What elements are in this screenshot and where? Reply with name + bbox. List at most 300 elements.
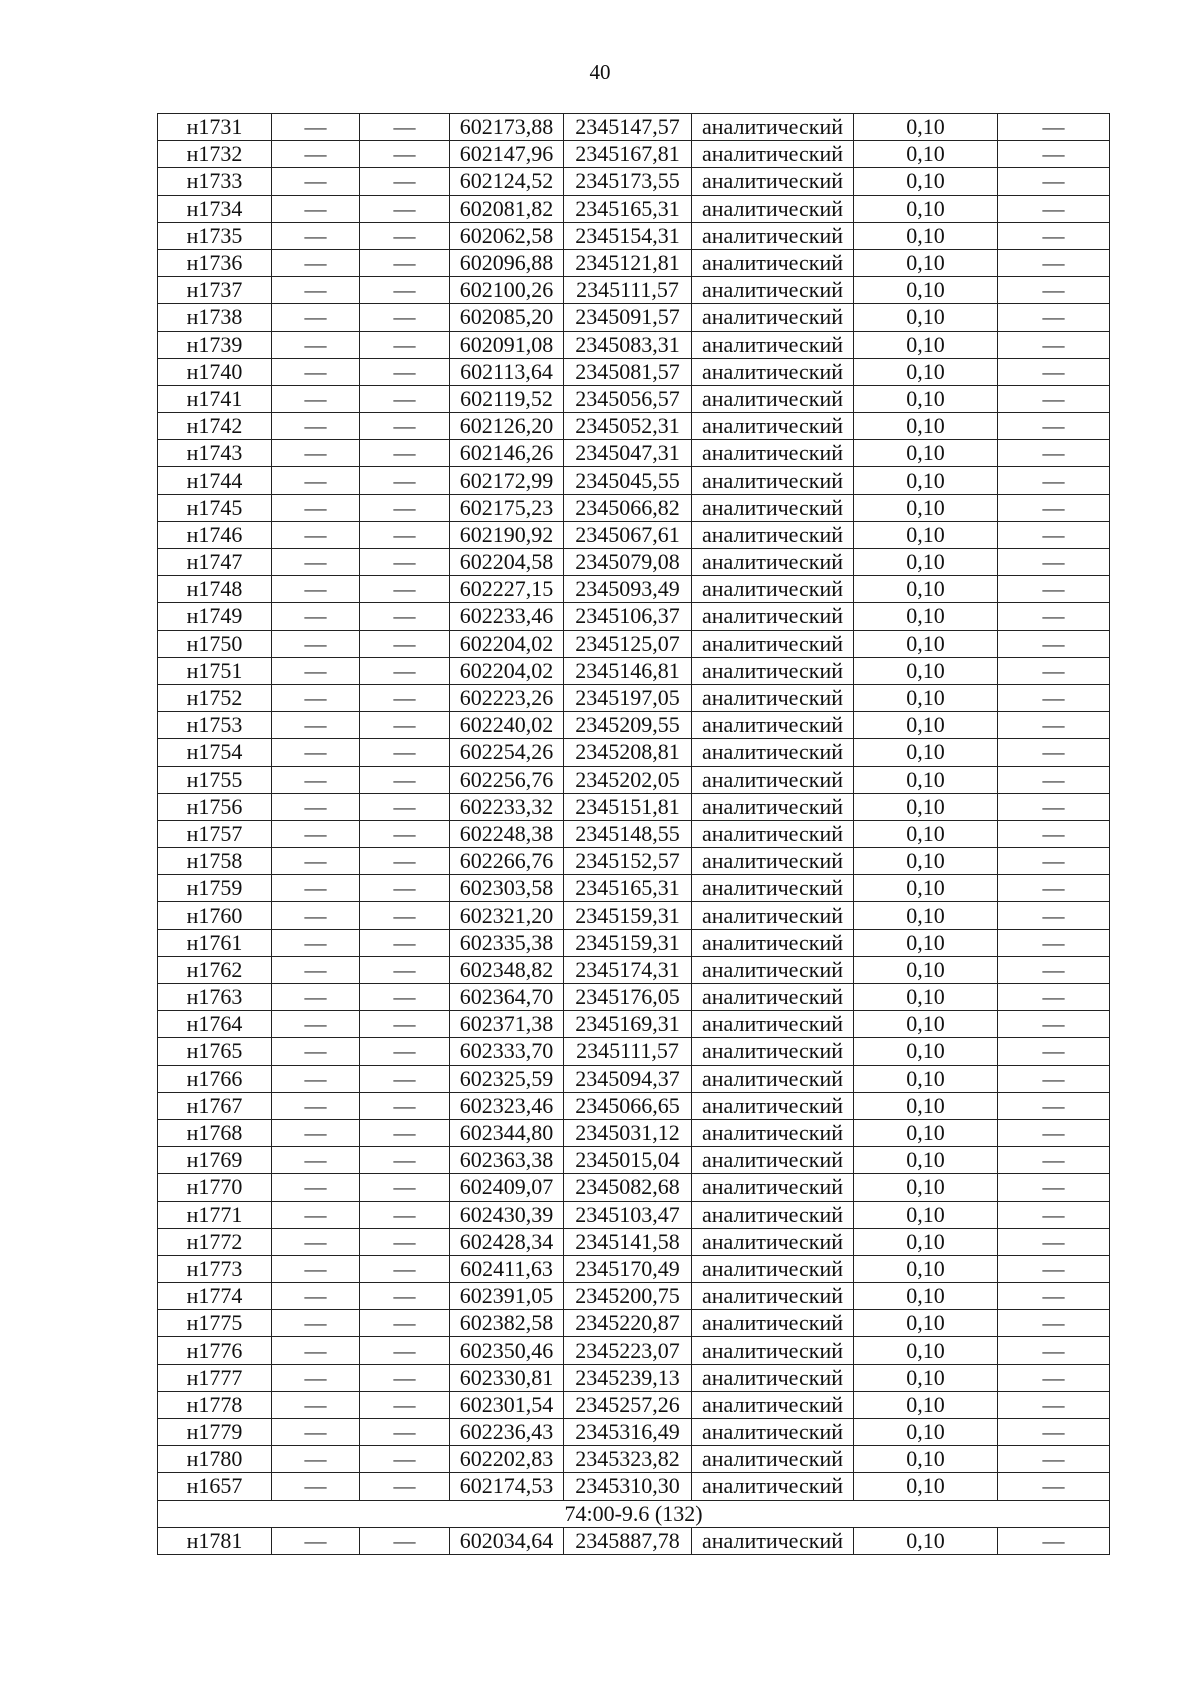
x-coordinate-cell: 602256,76 xyxy=(450,766,564,793)
x-coordinate-cell: 602430,39 xyxy=(450,1201,564,1228)
table-row xyxy=(158,1174,1110,1201)
dash-cell: — xyxy=(998,195,1110,222)
dash-cell: — xyxy=(998,494,1110,521)
dash-cell: — xyxy=(360,440,450,467)
dash-cell: — xyxy=(360,793,450,820)
dash-cell: — xyxy=(272,902,360,929)
y-coordinate-cell: 2345045,55 xyxy=(564,467,692,494)
method-cell: аналитический xyxy=(692,956,854,983)
method-cell: аналитический xyxy=(692,929,854,956)
y-coordinate-cell: 2345208,81 xyxy=(564,739,692,766)
method-cell: аналитический xyxy=(692,902,854,929)
dash-cell: — xyxy=(998,1473,1110,1500)
x-coordinate-cell: 602363,38 xyxy=(450,1147,564,1174)
table-row xyxy=(158,1065,1110,1092)
dash-cell: — xyxy=(360,1337,450,1364)
point-id-cell: н1762 xyxy=(158,956,272,983)
dash-cell: — xyxy=(360,956,450,983)
table-row xyxy=(158,902,1110,929)
y-coordinate-cell: 2345159,31 xyxy=(564,902,692,929)
point-id-cell: н1766 xyxy=(158,1065,272,1092)
accuracy-cell: 0,10 xyxy=(854,1119,998,1146)
point-id-cell: н1742 xyxy=(158,413,272,440)
table-row xyxy=(158,657,1110,684)
method-cell: аналитический xyxy=(692,1174,854,1201)
method-cell: аналитический xyxy=(692,549,854,576)
accuracy-cell: 0,10 xyxy=(854,684,998,711)
dash-cell: — xyxy=(360,1473,450,1500)
accuracy-cell: 0,10 xyxy=(854,1310,998,1337)
dash-cell: — xyxy=(998,413,1110,440)
method-cell: аналитический xyxy=(692,1283,854,1310)
table-row xyxy=(158,168,1110,195)
accuracy-cell: 0,10 xyxy=(854,277,998,304)
accuracy-cell: 0,10 xyxy=(854,766,998,793)
x-coordinate-cell: 602240,02 xyxy=(450,712,564,739)
method-cell: аналитический xyxy=(692,195,854,222)
dash-cell: — xyxy=(998,1119,1110,1146)
dash-cell: — xyxy=(998,712,1110,739)
accuracy-cell: 0,10 xyxy=(854,1201,998,1228)
dash-cell: — xyxy=(360,141,450,168)
table-row xyxy=(158,848,1110,875)
table-row xyxy=(158,141,1110,168)
y-coordinate-cell: 2345151,81 xyxy=(564,793,692,820)
method-cell: аналитический xyxy=(692,576,854,603)
dash-cell: — xyxy=(272,168,360,195)
accuracy-cell: 0,10 xyxy=(854,440,998,467)
dash-cell: — xyxy=(998,739,1110,766)
y-coordinate-cell: 2345094,37 xyxy=(564,1065,692,1092)
x-coordinate-cell: 602204,02 xyxy=(450,630,564,657)
point-id-cell: н1770 xyxy=(158,1174,272,1201)
point-id-cell: н1771 xyxy=(158,1201,272,1228)
method-cell: аналитический xyxy=(692,440,854,467)
point-id-cell: н1781 xyxy=(158,1527,272,1554)
table-row xyxy=(158,1038,1110,1065)
x-coordinate-cell: 602113,64 xyxy=(450,358,564,385)
table-row xyxy=(158,1011,1110,1038)
method-cell: аналитический xyxy=(692,1255,854,1282)
dash-cell: — xyxy=(998,168,1110,195)
point-id-cell: н1779 xyxy=(158,1419,272,1446)
dash-cell: — xyxy=(360,657,450,684)
point-id-cell: н1746 xyxy=(158,521,272,548)
point-id-cell: н1769 xyxy=(158,1147,272,1174)
point-id-cell: н1772 xyxy=(158,1228,272,1255)
x-coordinate-cell: 602254,26 xyxy=(450,739,564,766)
dash-cell: — xyxy=(360,603,450,630)
y-coordinate-cell: 2345056,57 xyxy=(564,385,692,412)
method-cell: аналитический xyxy=(692,1011,854,1038)
dash-cell: — xyxy=(272,141,360,168)
point-id-cell: н1734 xyxy=(158,195,272,222)
table-row xyxy=(158,331,1110,358)
dash-cell: — xyxy=(272,1174,360,1201)
method-cell: аналитический xyxy=(692,875,854,902)
table-row xyxy=(158,1283,1110,1310)
x-coordinate-cell: 602364,70 xyxy=(450,984,564,1011)
point-id-cell: н1759 xyxy=(158,875,272,902)
dash-cell: — xyxy=(272,1391,360,1418)
dash-cell: — xyxy=(360,494,450,521)
accuracy-cell: 0,10 xyxy=(854,1527,998,1554)
table-row xyxy=(158,195,1110,222)
dash-cell: — xyxy=(272,277,360,304)
dash-cell: — xyxy=(360,820,450,847)
accuracy-cell: 0,10 xyxy=(854,413,998,440)
y-coordinate-cell: 2345111,57 xyxy=(564,1038,692,1065)
x-coordinate-cell: 602124,52 xyxy=(450,168,564,195)
dash-cell: — xyxy=(272,1337,360,1364)
y-coordinate-cell: 2345152,57 xyxy=(564,848,692,875)
x-coordinate-cell: 602236,43 xyxy=(450,1419,564,1446)
dash-cell: — xyxy=(998,521,1110,548)
accuracy-cell: 0,10 xyxy=(854,521,998,548)
point-id-cell: н1774 xyxy=(158,1283,272,1310)
point-id-cell: н1757 xyxy=(158,820,272,847)
dash-cell: — xyxy=(360,385,450,412)
dash-cell: — xyxy=(360,249,450,276)
dash-cell: — xyxy=(272,739,360,766)
dash-cell: — xyxy=(998,467,1110,494)
x-coordinate-cell: 602126,20 xyxy=(450,413,564,440)
dash-cell: — xyxy=(272,1119,360,1146)
dash-cell: — xyxy=(998,1092,1110,1119)
dash-cell: — xyxy=(272,1419,360,1446)
x-coordinate-cell: 602325,59 xyxy=(450,1065,564,1092)
dash-cell: — xyxy=(360,712,450,739)
y-coordinate-cell: 2345103,47 xyxy=(564,1201,692,1228)
table-row xyxy=(158,222,1110,249)
point-id-cell: н1749 xyxy=(158,603,272,630)
method-cell: аналитический xyxy=(692,848,854,875)
method-cell: аналитический xyxy=(692,1310,854,1337)
y-coordinate-cell: 2345015,04 xyxy=(564,1147,692,1174)
dash-cell: — xyxy=(998,1201,1110,1228)
x-coordinate-cell: 602096,88 xyxy=(450,249,564,276)
dash-cell: — xyxy=(998,929,1110,956)
dash-cell: — xyxy=(272,630,360,657)
accuracy-cell: 0,10 xyxy=(854,385,998,412)
table-row xyxy=(158,875,1110,902)
y-coordinate-cell: 2345067,61 xyxy=(564,521,692,548)
dash-cell: — xyxy=(998,603,1110,630)
table-row xyxy=(158,385,1110,412)
accuracy-cell: 0,10 xyxy=(854,848,998,875)
table-row xyxy=(158,712,1110,739)
x-coordinate-cell: 602146,26 xyxy=(450,440,564,467)
point-id-cell: н1765 xyxy=(158,1038,272,1065)
method-cell: аналитический xyxy=(692,494,854,521)
x-coordinate-cell: 602190,92 xyxy=(450,521,564,548)
point-id-cell: н1747 xyxy=(158,549,272,576)
dash-cell: — xyxy=(360,875,450,902)
dash-cell: — xyxy=(360,1527,450,1554)
dash-cell: — xyxy=(360,1174,450,1201)
dash-cell: — xyxy=(360,1446,450,1473)
dash-cell: — xyxy=(360,1038,450,1065)
dash-cell: — xyxy=(360,467,450,494)
dash-cell: — xyxy=(998,1255,1110,1282)
point-id-cell: н1733 xyxy=(158,168,272,195)
accuracy-cell: 0,10 xyxy=(854,1038,998,1065)
accuracy-cell: 0,10 xyxy=(854,984,998,1011)
dash-cell: — xyxy=(272,249,360,276)
table-row xyxy=(158,739,1110,766)
dash-cell: — xyxy=(272,521,360,548)
dash-cell: — xyxy=(360,1119,450,1146)
dash-cell: — xyxy=(272,331,360,358)
x-coordinate-cell: 602411,63 xyxy=(450,1255,564,1282)
accuracy-cell: 0,10 xyxy=(854,902,998,929)
accuracy-cell: 0,10 xyxy=(854,141,998,168)
accuracy-cell: 0,10 xyxy=(854,358,998,385)
accuracy-cell: 0,10 xyxy=(854,929,998,956)
dash-cell: — xyxy=(272,114,360,141)
table-row xyxy=(158,1391,1110,1418)
point-id-cell: н1732 xyxy=(158,141,272,168)
dash-cell: — xyxy=(360,1147,450,1174)
point-id-cell: н1760 xyxy=(158,902,272,929)
y-coordinate-cell: 2345079,08 xyxy=(564,549,692,576)
table-row xyxy=(158,1364,1110,1391)
y-coordinate-cell: 2345209,55 xyxy=(564,712,692,739)
dash-cell: — xyxy=(998,684,1110,711)
x-coordinate-cell: 602321,20 xyxy=(450,902,564,929)
dash-cell: — xyxy=(360,331,450,358)
x-coordinate-cell: 602081,82 xyxy=(450,195,564,222)
dash-cell: — xyxy=(998,1364,1110,1391)
accuracy-cell: 0,10 xyxy=(854,603,998,630)
x-coordinate-cell: 602062,58 xyxy=(450,222,564,249)
x-coordinate-cell: 602034,64 xyxy=(450,1527,564,1554)
dash-cell: — xyxy=(998,902,1110,929)
table-row xyxy=(158,1147,1110,1174)
method-cell: аналитический xyxy=(692,385,854,412)
dash-cell: — xyxy=(360,168,450,195)
method-cell: аналитический xyxy=(692,1527,854,1554)
dash-cell: — xyxy=(272,1065,360,1092)
accuracy-cell: 0,10 xyxy=(854,576,998,603)
x-coordinate-cell: 602350,46 xyxy=(450,1337,564,1364)
dash-cell: — xyxy=(272,1092,360,1119)
point-id-cell: н1756 xyxy=(158,793,272,820)
dash-cell: — xyxy=(998,1174,1110,1201)
dash-cell: — xyxy=(272,440,360,467)
y-coordinate-cell: 2345052,31 xyxy=(564,413,692,440)
point-id-cell: н1768 xyxy=(158,1119,272,1146)
y-coordinate-cell: 2345146,81 xyxy=(564,657,692,684)
dash-cell: — xyxy=(272,684,360,711)
y-coordinate-cell: 2345148,55 xyxy=(564,820,692,847)
method-cell: аналитический xyxy=(692,114,854,141)
method-cell: аналитический xyxy=(692,1391,854,1418)
dash-cell: — xyxy=(272,1147,360,1174)
dash-cell: — xyxy=(998,249,1110,276)
dash-cell: — xyxy=(998,1038,1110,1065)
x-coordinate-cell: 602330,81 xyxy=(450,1364,564,1391)
x-coordinate-cell: 602303,58 xyxy=(450,875,564,902)
y-coordinate-cell: 2345239,13 xyxy=(564,1364,692,1391)
point-id-cell: н1776 xyxy=(158,1337,272,1364)
y-coordinate-cell: 2345091,57 xyxy=(564,304,692,331)
dash-cell: — xyxy=(272,1011,360,1038)
dash-cell: — xyxy=(360,766,450,793)
method-cell: аналитический xyxy=(692,1201,854,1228)
coordinates-table xyxy=(157,113,1110,1555)
table-row xyxy=(158,1446,1110,1473)
dash-cell: — xyxy=(272,956,360,983)
dash-cell: — xyxy=(998,820,1110,847)
section-row xyxy=(158,1500,1110,1527)
accuracy-cell: 0,10 xyxy=(854,1419,998,1446)
accuracy-cell: 0,10 xyxy=(854,1147,998,1174)
table-row xyxy=(158,929,1110,956)
accuracy-cell: 0,10 xyxy=(854,820,998,847)
point-id-cell: н1657 xyxy=(158,1473,272,1500)
table-row xyxy=(158,1119,1110,1146)
dash-cell: — xyxy=(998,848,1110,875)
y-coordinate-cell: 2345147,57 xyxy=(564,114,692,141)
y-coordinate-cell: 2345223,07 xyxy=(564,1337,692,1364)
accuracy-cell: 0,10 xyxy=(854,1364,998,1391)
x-coordinate-cell: 602391,05 xyxy=(450,1283,564,1310)
dash-cell: — xyxy=(998,304,1110,331)
accuracy-cell: 0,10 xyxy=(854,249,998,276)
table-row xyxy=(158,114,1110,141)
dash-cell: — xyxy=(272,1038,360,1065)
accuracy-cell: 0,10 xyxy=(854,494,998,521)
table-row xyxy=(158,1473,1110,1500)
dash-cell: — xyxy=(360,684,450,711)
dash-cell: — xyxy=(360,848,450,875)
accuracy-cell: 0,10 xyxy=(854,793,998,820)
x-coordinate-cell: 602233,32 xyxy=(450,793,564,820)
dash-cell: — xyxy=(998,385,1110,412)
method-cell: аналитический xyxy=(692,1473,854,1500)
dash-cell: — xyxy=(360,630,450,657)
method-cell: аналитический xyxy=(692,793,854,820)
dash-cell: — xyxy=(272,1310,360,1337)
point-id-cell: н1758 xyxy=(158,848,272,875)
method-cell: аналитический xyxy=(692,168,854,195)
table-row xyxy=(158,1310,1110,1337)
table-row xyxy=(158,984,1110,1011)
x-coordinate-cell: 602175,23 xyxy=(450,494,564,521)
table-row xyxy=(158,956,1110,983)
table-row xyxy=(158,1201,1110,1228)
y-coordinate-cell: 2345257,26 xyxy=(564,1391,692,1418)
point-id-cell: н1763 xyxy=(158,984,272,1011)
method-cell: аналитический xyxy=(692,1065,854,1092)
method-cell: аналитический xyxy=(692,820,854,847)
method-cell: аналитический xyxy=(692,603,854,630)
y-coordinate-cell: 2345165,31 xyxy=(564,875,692,902)
point-id-cell: н1731 xyxy=(158,114,272,141)
x-coordinate-cell: 602204,02 xyxy=(450,657,564,684)
table-row xyxy=(158,521,1110,548)
dash-cell: — xyxy=(998,1011,1110,1038)
point-id-cell: н1752 xyxy=(158,684,272,711)
y-coordinate-cell: 2345887,78 xyxy=(564,1527,692,1554)
dash-cell: — xyxy=(272,304,360,331)
table-row xyxy=(158,766,1110,793)
dash-cell: — xyxy=(998,1391,1110,1418)
dash-cell: — xyxy=(360,114,450,141)
dash-cell: — xyxy=(998,549,1110,576)
accuracy-cell: 0,10 xyxy=(854,1065,998,1092)
method-cell: аналитический xyxy=(692,249,854,276)
y-coordinate-cell: 2345310,30 xyxy=(564,1473,692,1500)
y-coordinate-cell: 2345083,31 xyxy=(564,331,692,358)
accuracy-cell: 0,10 xyxy=(854,657,998,684)
dash-cell: — xyxy=(998,766,1110,793)
y-coordinate-cell: 2345121,81 xyxy=(564,249,692,276)
section-title-cell: 74:00-9.6 (132) xyxy=(158,1500,1110,1527)
dash-cell: — xyxy=(998,1065,1110,1092)
accuracy-cell: 0,10 xyxy=(854,1337,998,1364)
dash-cell: — xyxy=(272,385,360,412)
method-cell: аналитический xyxy=(692,304,854,331)
accuracy-cell: 0,10 xyxy=(854,168,998,195)
table-row xyxy=(158,1527,1110,1554)
table-row xyxy=(158,358,1110,385)
dash-cell: — xyxy=(360,1419,450,1446)
x-coordinate-cell: 602333,70 xyxy=(450,1038,564,1065)
y-coordinate-cell: 2345047,31 xyxy=(564,440,692,467)
table-row xyxy=(158,549,1110,576)
dash-cell: — xyxy=(360,1201,450,1228)
y-coordinate-cell: 2345082,68 xyxy=(564,1174,692,1201)
point-id-cell: н1743 xyxy=(158,440,272,467)
accuracy-cell: 0,10 xyxy=(854,1011,998,1038)
x-coordinate-cell: 602147,96 xyxy=(450,141,564,168)
table-row xyxy=(158,1092,1110,1119)
point-id-cell: н1775 xyxy=(158,1310,272,1337)
method-cell: аналитический xyxy=(692,739,854,766)
x-coordinate-cell: 602371,38 xyxy=(450,1011,564,1038)
x-coordinate-cell: 602344,80 xyxy=(450,1119,564,1146)
method-cell: аналитический xyxy=(692,1147,854,1174)
dash-cell: — xyxy=(998,576,1110,603)
dash-cell: — xyxy=(360,358,450,385)
method-cell: аналитический xyxy=(692,521,854,548)
y-coordinate-cell: 2345125,07 xyxy=(564,630,692,657)
y-coordinate-cell: 2345111,57 xyxy=(564,277,692,304)
table-body xyxy=(158,114,1110,1555)
method-cell: аналитический xyxy=(692,467,854,494)
table-row xyxy=(158,1337,1110,1364)
y-coordinate-cell: 2345197,05 xyxy=(564,684,692,711)
x-coordinate-cell: 602248,38 xyxy=(450,820,564,847)
table-row xyxy=(158,413,1110,440)
x-coordinate-cell: 602091,08 xyxy=(450,331,564,358)
dash-cell: — xyxy=(272,413,360,440)
x-coordinate-cell: 602173,88 xyxy=(450,114,564,141)
accuracy-cell: 0,10 xyxy=(854,114,998,141)
point-id-cell: н1777 xyxy=(158,1364,272,1391)
dash-cell: — xyxy=(360,1283,450,1310)
y-coordinate-cell: 2345106,37 xyxy=(564,603,692,630)
dash-cell: — xyxy=(360,1364,450,1391)
accuracy-cell: 0,10 xyxy=(854,222,998,249)
dash-cell: — xyxy=(360,1255,450,1282)
dash-cell: — xyxy=(998,984,1110,1011)
point-id-cell: н1751 xyxy=(158,657,272,684)
method-cell: аналитический xyxy=(692,1119,854,1146)
table-row xyxy=(158,793,1110,820)
